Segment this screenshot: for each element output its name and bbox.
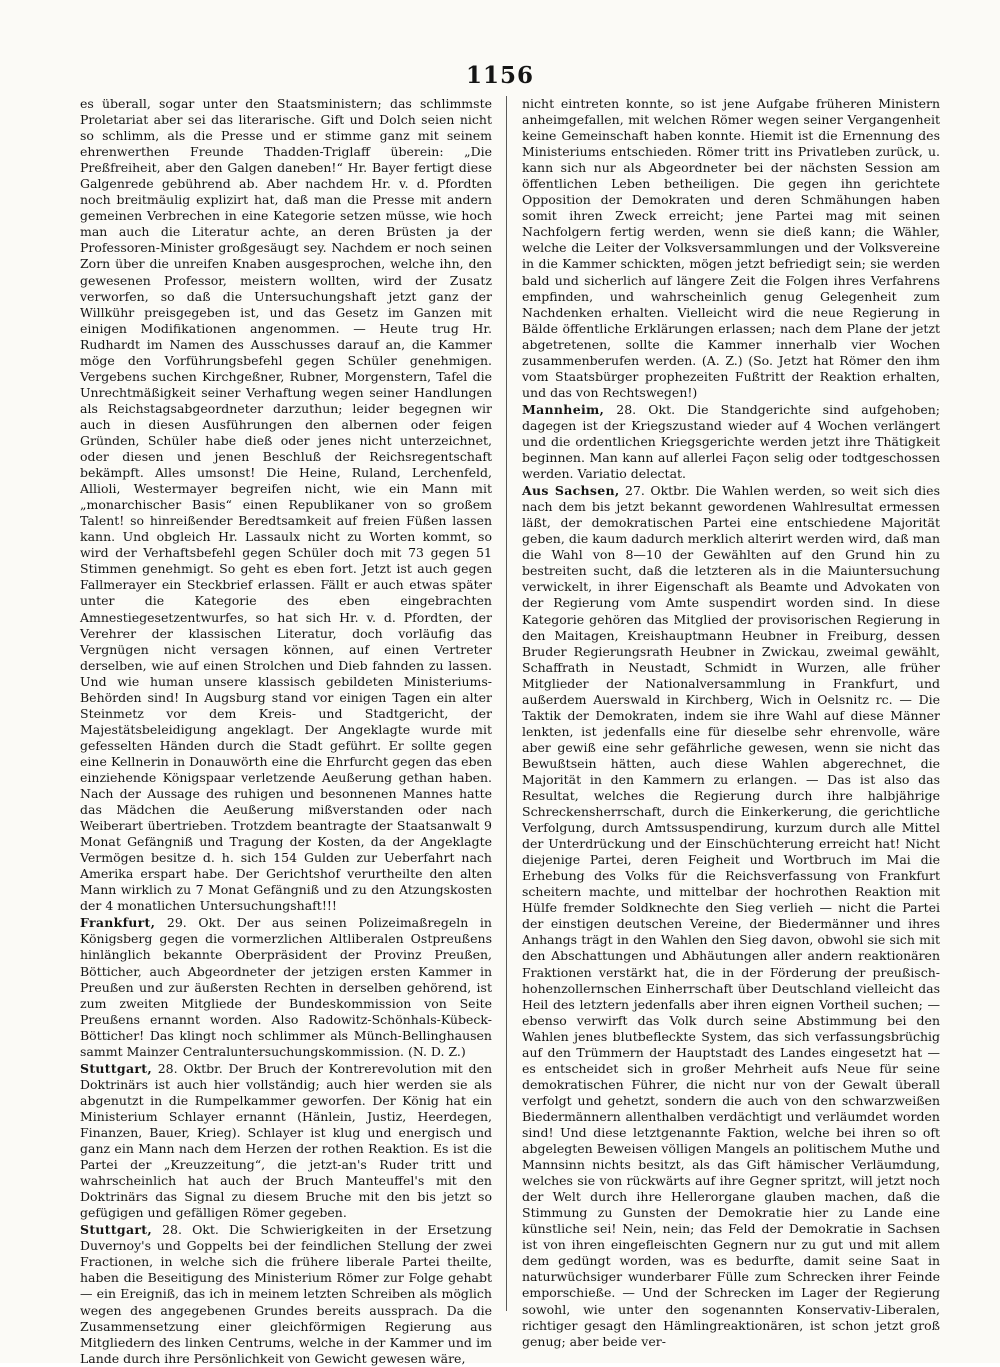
paragraph-text: es überall, sogar unter den Staatsministern; das schlimmste Proletariat aber sei das literarische. Gift und Dolch seien nicht so schlimm, als die Presse und er stimme ganz mit seinem ehrenwerthen Freunde Thadden-Triglaff überein: „Die Preßfreiheit, aber den Galgen daneben!“ Hr. Bayer fertigt diese Galgenrede gebührend ab. Aber nachdem Hr. v. d. Pfordten noch breitmäulig explizirt hat, daß man die Presse mit andern gemeinen Verbrechen in eine Kategorie setzen müsse, wie hoch man auch die Literatur achte, an deren Brüsten ja der Professoren-Minister großgesäugt sey. Nachdem er noch seinen Zorn über die unreifen Knaben ausgesprochen, welche ihn, den gewesenen Professor, meistern wollten, wird der Zusatz verworfen, so daß die Untersuchungshaft jetzt ganz der Willkühr preisgegeben ist, und das Gesetz im Ganzen mit einigen Modifikationen angenommen. — Heute trug Hr. Rudhardt im Namen des Ausschusses darauf an, die Kammer möge den Vorführungsbefehl gegen Schüler genehmigen. Vergebens suchen Kirchgeßner, Rubner, Morgenstern, Tafel die Unrechtmäßigkeit seiner Verhaftung wegen seiner Handlungen als Reichstagsabgeordneter darzuthun; leider begegnen wir auch in diesen Ausführungen den albernen oder feigen Gründen, Schüler habe dieß oder jenes nicht unterzeichnet, oder diesen und jenen Beschluß der Reichsregentschaft bekämpft. Alles umsonst! Die Heine, Ruland, Lerchenfeld, Allioli, Westermayer begreifen nicht, wie ein Mann mit „monarchischer Basis“ einen Republikaner von so großem Talent! so hinreißender Beredtsamkeit auf freien Füßen lassen kann. Und obgleich Hr. Lassaulx nicht zu Worten kommt, so wird der Verhaftsbefehl gegen Schüler doch mit 73 gegen 51 Stimmen genehmigt. So geht es eben fort. Jetzt ist auch gegen Fallmerayer ein Steckbrief erlassen. Fällt er auch etwas später unter die Kategorie des eben eingebrachten Amnestiegesetzentwurfes, so hat sich Hr. v. d. Pfordten, der Verehrer der klassischen Literatur, doch vorläufig das Vergnügen nicht versagen können, auf einen Vertreter derselben, wie auf einen Strolchen und Dieb fahnden zu lassen. Und wie human unsere klassisch gebildeten Ministeriums-Behörden sind! In Augsburg stand vor einigen Tagen ein alter Steinmetz vor dem Kreis- und Stadtgericht, der Majestätsbeleidigung angeklagt. Der Angeklagte wurde mit gefesselten Händen durch die Stadt geführt. Er sollte gegen eine Kellnerin in Donauwörth eine die Ehrfurcht gegen das eben einziehende Königspaar verletzende Aeußerung gethan haben. Nach der Aussage des ruhigen und besonnenen Mannes hatte das Mädchen die Aeußerung mißverstanden oder nach Weiberart übertrieben. Trotzdem beantragte der Staatsanwalt 9 Monat Gefängniß und Tragung der Kosten, da der Angeklagte Vermögen besitze d. h. sich 154 Gulden zur Ueberfahrt nach Amerika erspart habe. Der Gerichtshof verurtheilte den alten Mann wirklich zu 7 Monat Gefängniß und zu den Atzungskosten der 4 monatlichen Untersuchungshaft!!! xyxy=(80,96,492,914)
paragraph-text: 27. Oktbr. Die Wahlen werden, so weit sich dies nach dem bis jetzt bekannt gewordenen Wahlresultat ermessen läßt, der demokratischen Partei eine entschiedene Majorität geben, die kaum dadurch merklich alterirt werden wird, daß man die Wahl von 8—10 der Gewählten auf den Grund hin zu bestreiten sucht, daß die letzteren als in die Maiuntersuchung verwickelt, in ihrer Eigenschaft als Beamte und Advokaten von der Regierung vom Amte suspendirt worden sind. In diese Kategorie gehören das Mitglied der provisorischen Regierung in den Maitagen, Kreishauptmann Heubner in Freiburg, dessen Bruder Regierungsrath Heubner in Zwickau, zweimal gewählt, Schaffrath in Neustadt, Schmidt in Wurzen, alle früher Mitglieder der Nationalversammlung in Frankfurt, und außerdem Auerswald in Kirchberg, Wich in Oelsnitz rc. — Die Taktik der Demokraten, indem sie ihre Wahl auf diese Männer lenkten, ist jedenfalls eine für dieselbe sehr ehrenvolle, wäre aber gewiß eine sehr gefährliche gewesen, wenn sie nicht das Bewußtsein hätten, auch diese Wahlen abgerechnet, die Majorität in den Kammern zu erlangen. — Das ist also das Resultat, welches die Regierung durch ihre halbjährige Schreckensherrschaft, durch die Einkerkerung, die gerichtliche Verfolgung, durch Amtssuspendirung, kurzum durch alle Mittel der Unterdrückung und der Einschüchterung erreicht hat! Nicht diejenige Partei, deren Feigheit und Wortbruch im Mai die Erhebung des Volks für die Reichsverfassung von Frankfurt scheitern machte, und mittelbar der hochrothen Reaktion mit Hülfe fremder Soldknechte den Sieg verlieh — nicht die Partei der einstigen deutschen Vereine, der Biedermänner und ihres Anhangs trägt in den Wahlen den Sieg davon, obwohl sie sich mit den Abschattungen und Abhäutungen aller andern reaktionären Fraktionen verstärkt hat, die in der Förderung der preußisch-hohenzollernschen Einherrschaft über Deutschland vielleicht das Heil des letztern jedenfalls aber ihren eignen Vortheil suchen; — ebenso verwirft das Volk durch seine Abstimmung bei den Wahlen jenes blutbefleckte System, das sich verfassungsbrüchig auf den Trümmern der Hauptstadt des Landes eingesetzt hat — es entscheidet sich in großer Mehrheit aufs Neue für seine demokratischen Führer, die nicht nur von der Gewalt überall verfolgt und gehetzt, sondern die auch von den schwarzweißen Biedermännern allenthalben verdächtigt und verläumdet worden sind! Und diese letztgenannte Faktion, welche bei ihren so oft abgelegten Beweisen völligen Mangels an politischem Muthe und Mannsinn nichts besitzt, als das Gift hämischer Verläumdung, welches sie von rückwärts auf ihre Gegner spritzt, will jetzt noch der Welt durch ihre Hellerorgane glauben machen, daß die Stimmung zu Gunsten der Demokratie hier zu Lande eine künstliche sei! Nein, nein; das Feld der Demokratie in Sachsen ist von ihren eingefleischten Gegnern nur zu gut und mit allem dem gedüngt worden, was es bedurfte, damit seine Saat in naturwüchsiger wunderbarer Fülle zum Schrecken ihrer Feinde emporschieße. — Und der Schrecken im Lager der Regierung sowohl, wie unter den sogenannten Konservativ-Liberalen, richtiger gesagt den Hämlingreaktionären, ist schon jetzt groß genug; aber beide ver- xyxy=(522,483,940,1349)
page-number: 1156 xyxy=(465,62,534,89)
paragraph-text: nicht eintreten konnte, so ist jene Aufgabe früheren Ministern anheimgefallen, mit welchen Römer wegen seiner Vergangenheit keine Gemeinschaft haben konnte. Hiemit ist die Ernennung des Ministeriums entschieden. Römer tritt ins Privatleben zurück, u. kann sich nur als Abgeordneter bei der nächsten Session am öffentlichen Leben betheiligen. Die gegen ihn gerichtete Opposition der Demokraten und deren Schmähungen haben somit ihren Zweck erreicht; jene Partei mag mit seinen Nachfolgern fertig werden, wenn sie dieß kann; die Wähler, welche die Leiter der Volksversammlungen und der Volksvereine in die Kammer schickten, mögen jetzt befriedigt sein; sie werden bald und sicherlich auf längere Zeit die Folgen ihres Verfahrens empfinden, und wahrscheinlich genug Gelegenheit zum Nachdenken erhalten. Vielleicht wird die neue Regierung in Bälde öffentliche Erklärungen erlassen; nach dem Plane der jetzt abgetretenen, sollte die Kammer innerhalb vier Wochen zusammenberufen werden. (A. Z.) (So. Jetzt hat Römer den ihm vom Staatsbürger prophezeiten Fußtritt der Reaktion erhalten, und das von Rechtswegen!) xyxy=(522,96,940,400)
dateline: Frankfurt, xyxy=(80,915,156,931)
article-paragraph xyxy=(522,96,940,401)
paragraph-text: 28. Oktbr. Der Bruch der Kontrerevolution mit den Doktrinärs ist auch hier vollständig; auch hier werden sie als abgenutzt in die Rumpelkammer geworfen. Der König hat ein Ministerium Schlayer ernannt (Hänlein, Justiz, Heerdegen, Finanzen, Bauer, Krieg). Schlayer ist klug und energisch und ganz ein Mann nach dem Herzen der rothen Reaktion. Es ist die Partei der „Kreuzzeitung“, die jetzt-an's Ruder tritt und wahrscheinlich hat auch der Bruch Manteuffel's mit den Doktrinärs das Signal zu diesem Bruche mit den bis jetzt so gefügigen und gefälligen Römer gegeben. xyxy=(80,1060,492,1221)
column-divider xyxy=(506,96,507,1311)
article-paragraph xyxy=(80,96,492,914)
paragraph-text: 28. Okt. Die Schwierigkeiten in der Ersetzung Duvernoy's und Goppelts bei der feindlichen Stellung der zwei Fractionen, in welche sich die frühere liberale Partei theilte, haben die Beseitigung des Ministerium Römer zur Folge gehabt — ein Ereigniß, das ich in meinem letzten Schreiben als möglich wegen des angegebenen Grundes bereits aussprach. Da die Zusammensetzung einer gleichförmigen Regierung aus Mitgliedern des linken Centrums, welche in der Kammer und im Lande durch ihre Persönlichkeit von Gewicht gewesen wäre, xyxy=(80,1222,492,1366)
paragraph-text: 28. Okt. Die Standgerichte sind aufgehoben; dagegen ist der Kriegszustand wieder auf 4 Wochen verlängert und die ordentlichen Kriegsgerichte werden jetzt ihre Thätigkeit beginnen. Man kann auf allerlei Façon selig oder todtgeschossen werden. Variatio delectat. xyxy=(522,401,940,482)
article-paragraph xyxy=(522,483,940,1350)
dateline: Stuttgart, xyxy=(80,1222,152,1238)
article-paragraph xyxy=(80,1222,492,1366)
article-paragraph xyxy=(80,1061,492,1221)
dateline: Aus Sachsen, xyxy=(522,483,620,499)
right-column xyxy=(522,96,940,1349)
paragraph-text: 29. Okt. Der aus seinen Polizeimaßregeln in Königsberg gegen die vormerzlichen Altliberalen Ostpreußens hinlänglich bekannte Oberpräsident der Provinz Preußen, Bötticher, auch Abgeordneter der jetzigen ersten Kammer in Preußen und zur äußersten Rechten in derselben gehörend, ist zum zweiten Mitgliede der Bundeskommission von Seite Preußens ernannt worden. Also Radowitz-Schönhals-Kübeck-Bötticher! Das klingt noch schlimmer als Münch-Bellinghausen sammt Mainzer Centraluntersuchungskommission. (N. D. Z.) xyxy=(80,915,492,1059)
dateline: Stuttgart, xyxy=(80,1060,152,1076)
left-column xyxy=(80,96,492,1366)
article-paragraph xyxy=(522,402,940,482)
article-paragraph xyxy=(80,915,492,1059)
dateline: Mannheim, xyxy=(522,401,605,417)
